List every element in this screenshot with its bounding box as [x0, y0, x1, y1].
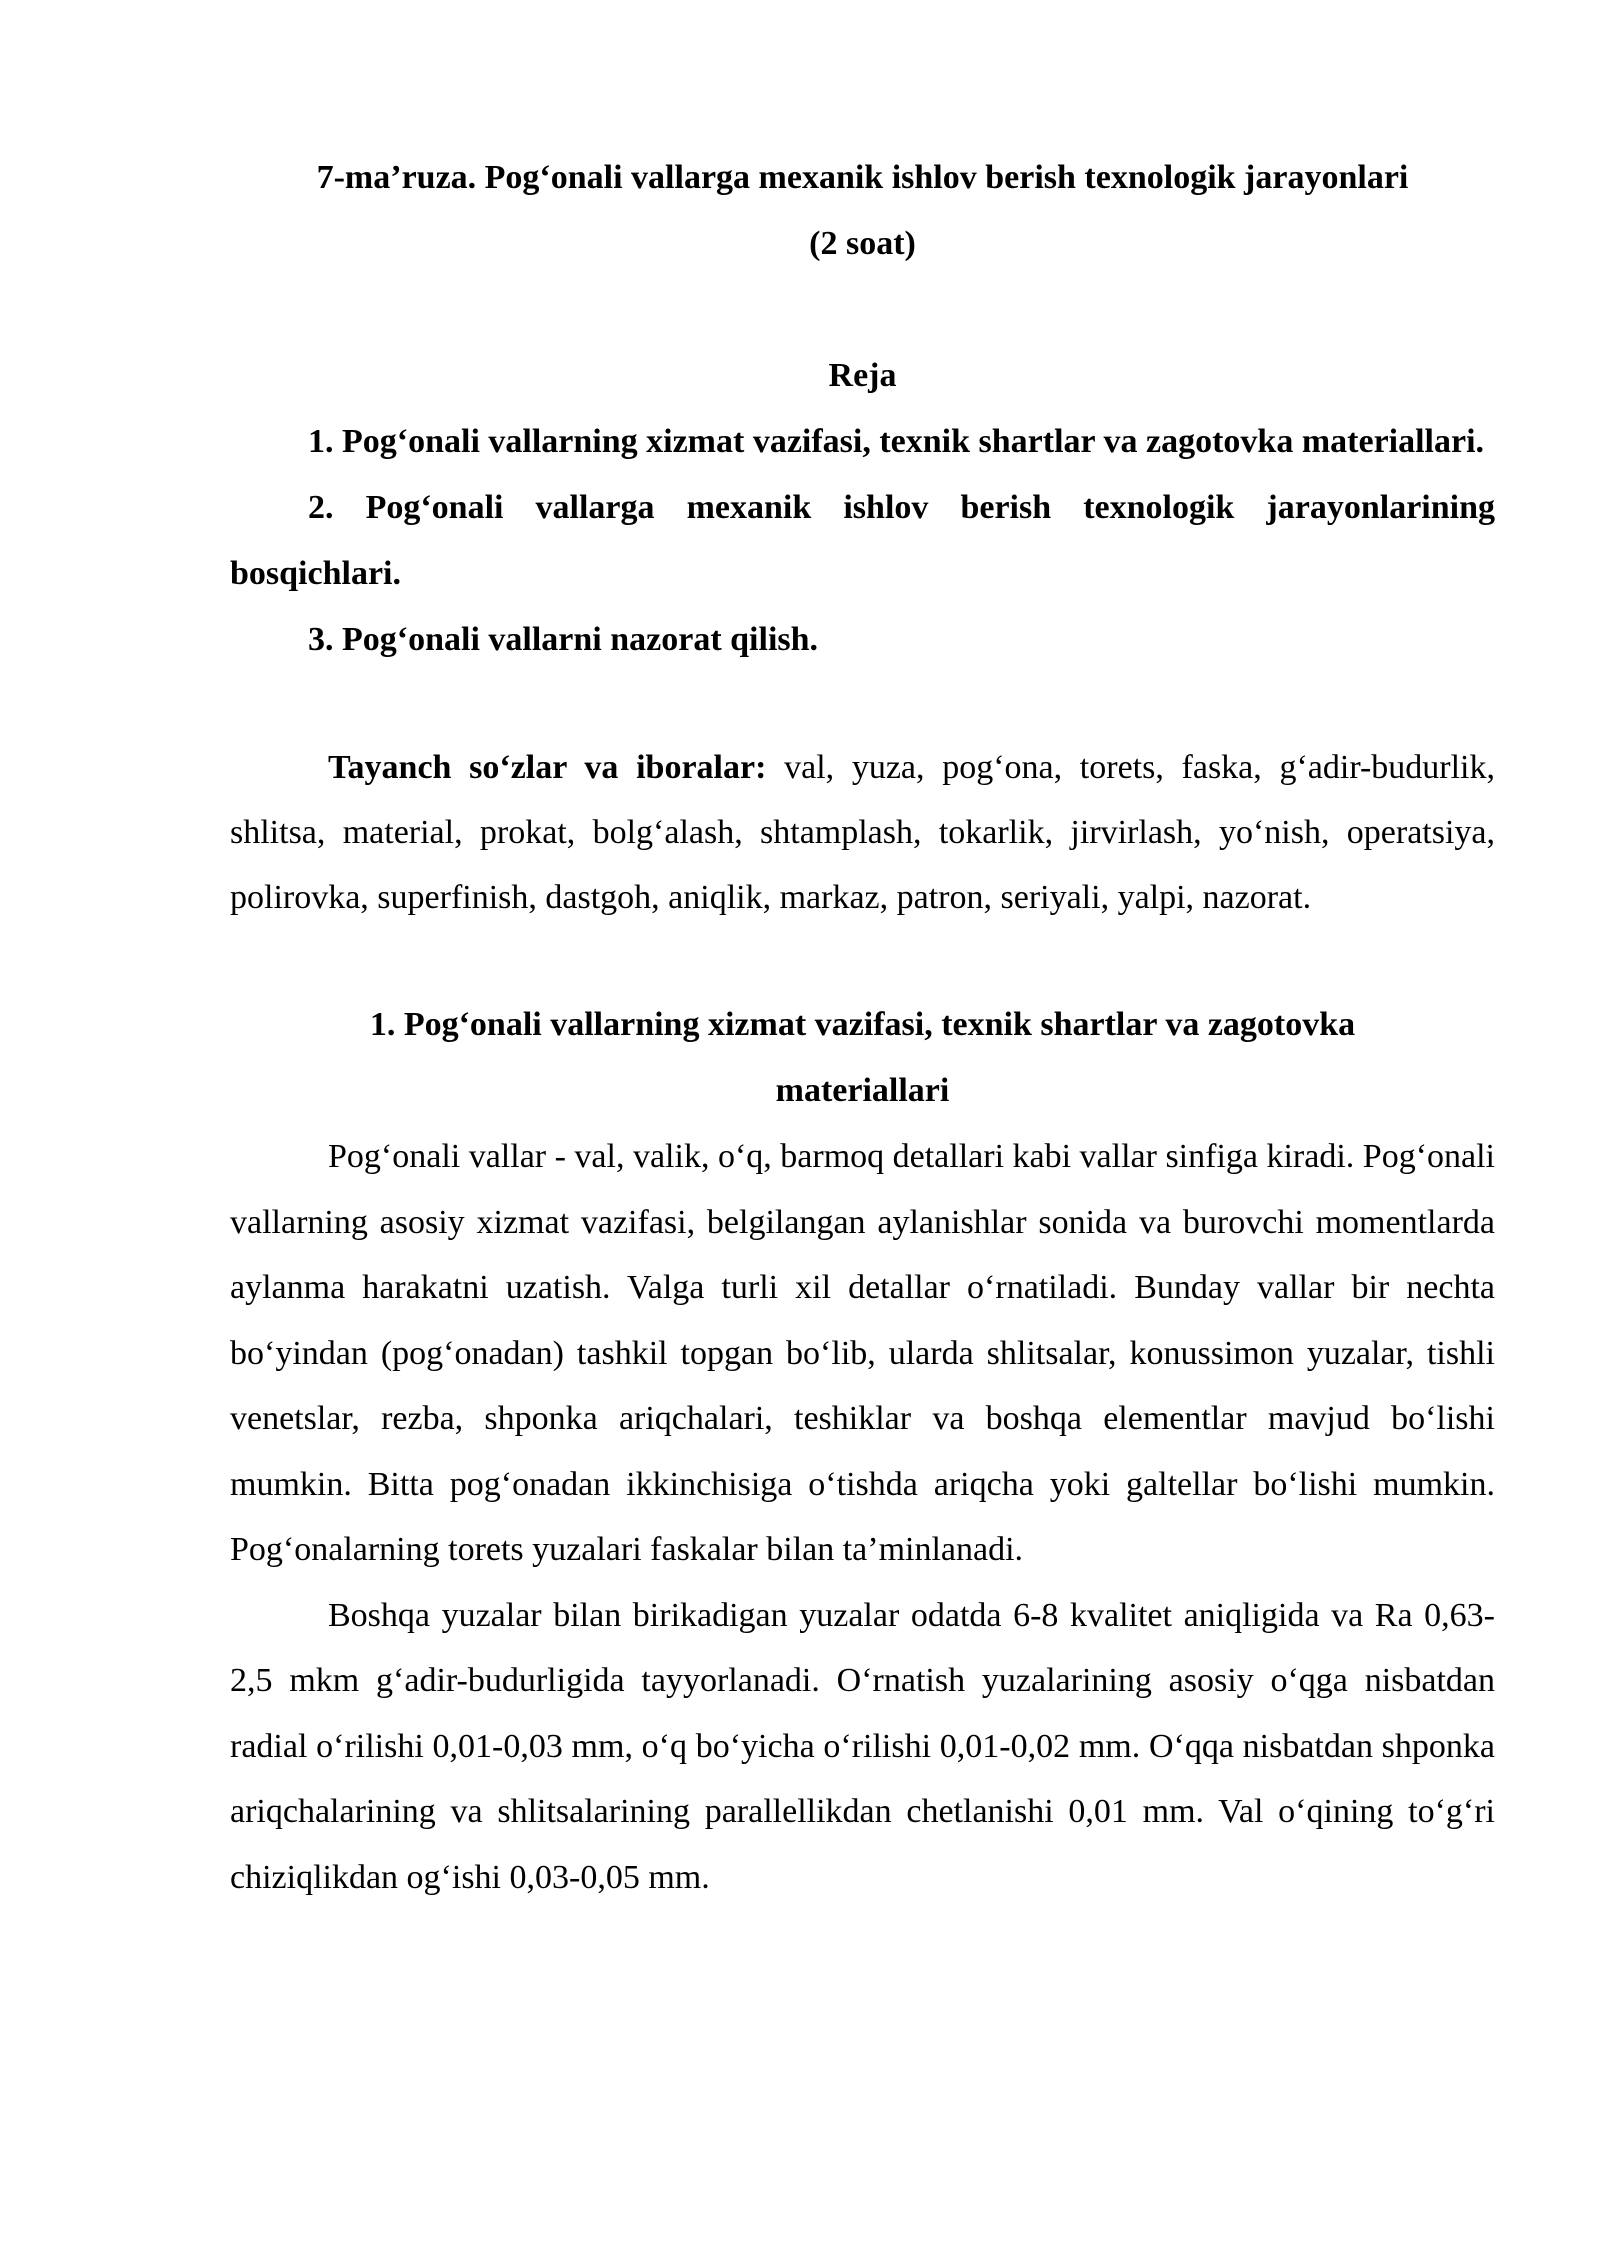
plan-heading: Reja — [828, 357, 897, 394]
plan-item: 2. Pog‘onali vallarga mexanik ishlov berish texnologik jarayonlarining bosqichlari. — [230, 489, 1495, 592]
plan-item: 1. Pog‘onali vallarning xizmat vazifasi, texnik shartlar va zagotovka materiallari. — [308, 423, 1485, 460]
keywords-paragraph — [230, 735, 1495, 930]
document-page — [230, 145, 1495, 1910]
body-paragraph: Pog‘onali vallar - val, valik, o‘q, barmoq detallari kabi vallar sinfiga kiradi. Pog‘onali vallarning asosiy xizmat vazifasi, belgilangan aylanishlar sonida va burovchi momentlarda aylanma harakatni uzatish. Valga turli xil detallar o‘rnatiladi. Bunday vallar bir nechta bo‘yindan (pog‘onadan) tashkil topgan bo‘lib, ularda shlitsalar, konussimon yuzalar, tishli venetslar, rezba, shponka ariqchalari, teshiklar va boshqa elementlar mavjud bo‘lishi mumkin. Bitta pog‘onadan ikkinchisiga o‘tishda ariqcha yoki galtellar bo‘lishi mumkin. Pog‘onalarning torets yuzalari faskalar bilan ta’minlanadi. — [230, 1138, 1496, 1568]
section-1-title-line: 1. Pog‘onali vallarning xizmat vazifasi, texnik shartlar va zagotovka — [369, 1006, 1356, 1043]
keywords-text: val, yuza, pog‘ona, torets, faska, g‘adir-budurlik, shlitsa, material, prokat, bolg‘alash, shtamplash, tokarlik, jirvirlash, yo‘nish, operatsiya, polirovka, superfinish, dastgoh, aniqlik, markaz, patron, seriyali, yalpi, nazorat. — [230, 749, 1495, 916]
lecture-title: 7-ma’ruza. Pog‘onali vallarga mexanik ishlov berish texnologik jarayonlari — [316, 159, 1409, 196]
section-1-title — [230, 992, 1495, 1124]
lecture-duration: (2 soat) — [809, 225, 916, 262]
section-1-title-line: materiallari — [775, 1072, 950, 1109]
keywords-label: Tayanch so‘zlar va iboralar: — [328, 749, 767, 786]
body-paragraph: Boshqa yuzalar bilan birikadigan yuzalar odatda 6-8 kvalitet aniqligida va Ra 0,63-2,5 mkm g‘adir-budurligida tayyorlanadi. O‘rnatish yuzalarining asosiy o‘qga nisbatdan radial o‘rilishi 0,01-0,03 mm, o‘q bo‘yicha o‘rilishi 0,01-0,02 mm. O‘qqa nisbatdan shponka ariqchalarining va shlitsalarining parallellikdan chetlanishi 0,01 mm. Val o‘qining to‘g‘ri chiziqlikdan og‘ishi 0,03-0,05 mm. — [230, 1596, 1495, 1896]
plan-list — [230, 409, 1495, 673]
plan-item: 3. Pog‘onali vallarni nazorat qilish. — [308, 621, 819, 658]
